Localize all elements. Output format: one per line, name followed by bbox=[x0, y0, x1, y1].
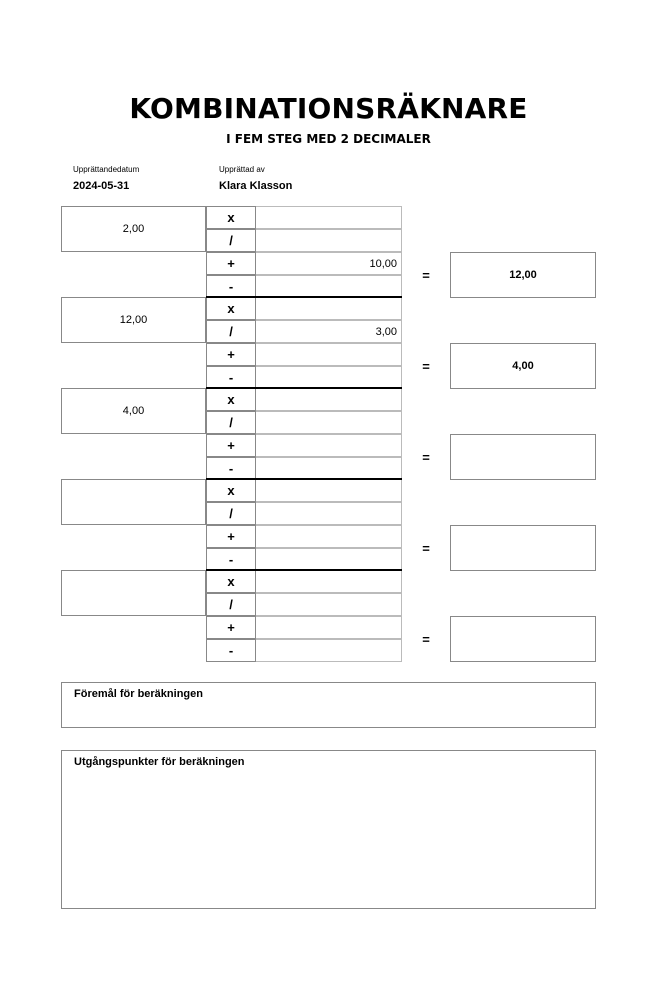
step-4-mul-operator: x bbox=[206, 479, 256, 502]
step-2-add-value[interactable] bbox=[256, 343, 402, 366]
step-4-add-value[interactable] bbox=[256, 525, 402, 548]
step-4-equals: = bbox=[422, 540, 430, 556]
step-2-sub-operator: - bbox=[206, 366, 256, 389]
step-4-div-value[interactable] bbox=[256, 502, 402, 525]
page-title: KOMBINATIONSRÄKNARE bbox=[129, 92, 528, 125]
step-5-equals: = bbox=[422, 631, 430, 647]
step-5-add-operator: + bbox=[206, 616, 256, 639]
step-1-sub-operator: - bbox=[206, 275, 256, 298]
step-2-input[interactable]: 12,00 bbox=[61, 297, 206, 343]
step-1-input[interactable]: 2,00 bbox=[61, 206, 206, 252]
step-4-separator bbox=[206, 478, 402, 480]
step-1-mul-value[interactable] bbox=[256, 206, 402, 229]
step-4-add-operator: + bbox=[206, 525, 256, 548]
step-2-result[interactable]: 4,00 bbox=[450, 343, 596, 389]
step-5-sub-value[interactable] bbox=[256, 639, 402, 662]
step-1-div-value[interactable] bbox=[256, 229, 402, 252]
purpose-label: Föremål för beräkningen bbox=[74, 688, 203, 700]
step-3-add-value[interactable] bbox=[256, 434, 402, 457]
step-1-result[interactable]: 12,00 bbox=[450, 252, 596, 298]
step-3-result[interactable] bbox=[450, 434, 596, 480]
step-1-equals: = bbox=[422, 267, 430, 283]
step-3-mul-value[interactable] bbox=[256, 388, 402, 411]
step-3-sub-value[interactable] bbox=[256, 457, 402, 480]
step-1-add-operator: + bbox=[206, 252, 256, 275]
date-label: Upprättandedatum bbox=[73, 165, 140, 174]
step-4-mul-value[interactable] bbox=[256, 479, 402, 502]
step-3-equals: = bbox=[422, 449, 430, 465]
step-2-div-operator: / bbox=[206, 320, 256, 343]
step-5-separator bbox=[206, 569, 402, 571]
step-5-add-value[interactable] bbox=[256, 616, 402, 639]
step-3-separator bbox=[206, 387, 402, 389]
step-1-mul-operator: x bbox=[206, 206, 256, 229]
step-3-div-operator: / bbox=[206, 411, 256, 434]
purpose-box[interactable] bbox=[61, 682, 596, 728]
step-5-div-value[interactable] bbox=[256, 593, 402, 616]
author-label: Upprättad av bbox=[219, 165, 265, 174]
page-subtitle: I FEM STEG MED 2 DECIMALER bbox=[226, 132, 431, 146]
step-5-mul-value[interactable] bbox=[256, 570, 402, 593]
step-4-input[interactable] bbox=[61, 479, 206, 525]
step-3-input[interactable]: 4,00 bbox=[61, 388, 206, 434]
basis-label: Utgångspunkter för beräkningen bbox=[74, 756, 245, 768]
step-2-equals: = bbox=[422, 358, 430, 374]
step-2-sub-value[interactable] bbox=[256, 366, 402, 389]
step-1-add-value[interactable]: 10,00 bbox=[256, 252, 402, 275]
step-5-result[interactable] bbox=[450, 616, 596, 662]
step-4-sub-value[interactable] bbox=[256, 548, 402, 571]
step-2-add-operator: + bbox=[206, 343, 256, 366]
step-5-div-operator: / bbox=[206, 593, 256, 616]
step-5-mul-operator: x bbox=[206, 570, 256, 593]
step-4-sub-operator: - bbox=[206, 548, 256, 571]
step-2-mul-value[interactable] bbox=[256, 297, 402, 320]
step-3-add-operator: + bbox=[206, 434, 256, 457]
step-2-mul-operator: x bbox=[206, 297, 256, 320]
date-value[interactable]: 2024-05-31 bbox=[73, 180, 130, 192]
step-3-mul-operator: x bbox=[206, 388, 256, 411]
step-3-sub-operator: - bbox=[206, 457, 256, 480]
basis-box[interactable] bbox=[61, 750, 596, 909]
step-3-div-value[interactable] bbox=[256, 411, 402, 434]
step-2-separator bbox=[206, 296, 402, 298]
step-1-sub-value[interactable] bbox=[256, 275, 402, 298]
step-4-div-operator: / bbox=[206, 502, 256, 525]
step-2-div-value[interactable]: 3,00 bbox=[256, 320, 402, 343]
step-1-div-operator: / bbox=[206, 229, 256, 252]
author-value[interactable]: Klara Klasson bbox=[219, 180, 293, 192]
step-4-result[interactable] bbox=[450, 525, 596, 571]
step-5-sub-operator: - bbox=[206, 639, 256, 662]
step-5-input[interactable] bbox=[61, 570, 206, 616]
